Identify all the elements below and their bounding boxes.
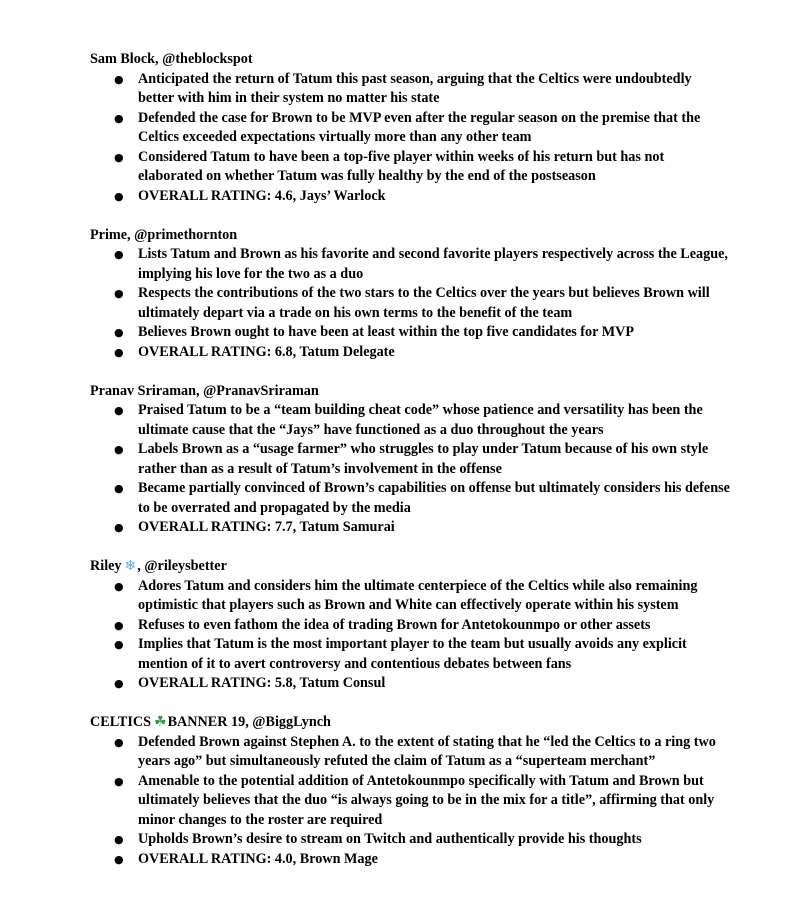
commentator-handle: BANNER 19, @BiggLynch — [167, 714, 331, 730]
bullet-text: OVERALL RATING: 6.8, Tatum Delegate — [138, 343, 395, 360]
bullet-text: OVERALL RATING: 4.6, Jays’ Warlock — [138, 187, 386, 204]
commentator-name: CELTICS — [90, 714, 151, 730]
shamrock-icon: ☘ — [154, 714, 167, 730]
bullet-text: Lists Tatum and Brown as his favorite and second favorite players respectively across the League, implying his love for the two as a duo — [138, 246, 728, 282]
commentator-header — [90, 557, 730, 577]
commentator-section — [90, 713, 730, 869]
bullet-item — [90, 284, 730, 323]
snowflake-icon: ❄ — [124, 558, 137, 574]
bullet-text: Believes Brown ought to have been at least within the top five candidates for MVP — [138, 324, 635, 340]
bullet-dot-icon: ● — [114, 833, 124, 846]
commentator-section — [90, 382, 730, 538]
commentator-name: Riley — [90, 558, 122, 574]
bullet-text: Labels Brown as a “usage farmer” who struggles to play under Tatum because of his own style rather than as a result of Tatum’s involvement in the offense — [138, 441, 709, 477]
bullet-list — [90, 733, 730, 870]
bullet-list — [90, 70, 730, 207]
bullet-dot-icon: ● — [114, 638, 124, 651]
commentator-name: Pranav Sriraman — [90, 382, 197, 399]
bullet-dot-icon: ● — [114, 150, 124, 164]
commentator-handle: , @PranavSriraman — [196, 382, 319, 399]
bullet-text: Considered Tatum to have been a top-five player within weeks of his return but has not elaborated on whether Tatum was fully healthy by the end of the postseason — [138, 148, 665, 184]
commentator-handle: , @rileysbetter — [137, 558, 227, 574]
bullet-item — [90, 674, 730, 694]
bullet-item — [90, 830, 730, 850]
bullet-text: Adores Tatum and considers him the ultimate centerpiece of the Celtics while also remaining optimistic that players such as Brown and White can effectively operate within his system — [138, 577, 698, 613]
bullet-text: OVERALL RATING: 7.7, Tatum Samurai — [138, 519, 395, 535]
bullet-item — [90, 733, 730, 772]
bullet-dot-icon: ● — [114, 618, 124, 632]
bullet-item — [90, 440, 730, 479]
bullet-item — [90, 323, 730, 343]
bullet-dot-icon: ● — [114, 111, 124, 125]
bullet-item — [90, 850, 730, 870]
commentator-handle: , @theblockspot — [155, 51, 253, 67]
bullet-item — [90, 635, 730, 674]
commentator-header — [90, 226, 730, 246]
bullet-text: Implies that Tatum is the most important player to the team but usually avoids any explicit mention of it to avert controversy and contentious debates between fans — [138, 636, 687, 672]
bullet-dot-icon: ● — [114, 852, 124, 866]
bullet-dot-icon: ● — [114, 404, 124, 417]
bullet-text: OVERALL RATING: 5.8, Tatum Consul — [138, 675, 386, 691]
bullet-text: Respects the contributions of the two stars to the Celtics over the years but believes Brown will ultimately depart via a trade on his own terms to the benefit of the team — [138, 285, 710, 321]
bullet-list — [90, 401, 730, 538]
commentator-section — [90, 226, 730, 363]
bullet-item — [90, 187, 730, 207]
bullet-dot-icon: ● — [114, 326, 124, 339]
commentator-section — [90, 50, 730, 206]
bullet-item — [90, 772, 730, 831]
commentator-name: Sam Block — [90, 51, 156, 67]
bullet-text: Praised Tatum to be a “team building cheat code” whose patience and versatility has been the ultimate cause that the “Jays” have functioned as a duo throughout the years — [138, 402, 703, 438]
bullet-dot-icon: ● — [114, 248, 124, 261]
commentator-header — [90, 713, 730, 733]
bullet-text: OVERALL RATING: 4.0, Brown Mage — [138, 850, 378, 867]
commentator-header — [90, 382, 730, 402]
bullet-item — [90, 401, 730, 440]
bullet-item — [90, 518, 730, 538]
bullet-dot-icon: ● — [114, 72, 124, 86]
bullet-list — [90, 577, 730, 694]
bullet-dot-icon: ● — [114, 443, 124, 456]
bullet-dot-icon: ● — [114, 482, 124, 495]
bullet-list — [90, 245, 730, 362]
bullet-item — [90, 343, 730, 363]
bullet-dot-icon: ● — [114, 189, 124, 203]
bullet-dot-icon: ● — [114, 521, 124, 534]
bullet-dot-icon: ● — [114, 677, 124, 690]
bullet-item — [90, 245, 730, 284]
bullet-item — [90, 148, 730, 187]
bullet-text: Anticipated the return of Tatum this past season, arguing that the Celtics were undoubtedly better with him in their system no matter his state — [138, 70, 692, 106]
bullet-text: Upholds Brown’s desire to stream on Twitch and authentically provide his thoughts — [138, 831, 642, 847]
bullet-dot-icon: ● — [114, 774, 124, 788]
bullet-dot-icon: ● — [114, 345, 124, 359]
bullet-dot-icon: ● — [114, 287, 124, 300]
commentator-name: Prime — [90, 226, 128, 243]
bullet-item — [90, 109, 730, 148]
bullet-dot-icon: ● — [114, 579, 124, 593]
bullet-item — [90, 479, 730, 518]
commentator-section — [90, 557, 730, 694]
bullet-item — [90, 577, 730, 616]
commentator-header — [90, 50, 730, 70]
document-page — [90, 50, 730, 889]
bullet-text: Refuses to even fathom the idea of trading Brown for Antetokounmpo or other assets — [138, 616, 651, 633]
bullet-item — [90, 616, 730, 636]
commentator-handle: , @primethornton — [127, 226, 238, 243]
bullet-dot-icon: ● — [114, 735, 124, 749]
bullet-text: Defended the case for Brown to be MVP even after the regular season on the premise that the Celtics exceeded expectations virtually more than any other team — [138, 109, 701, 145]
bullet-text: Became partially convinced of Brown’s capabilities on offense but ultimately considers his defense to be overrated and propagated by the media — [138, 480, 730, 516]
bullet-text: Defended Brown against Stephen A. to the extent of stating that he “led the Celtics to a ring two years ago” but simultaneously refuted the claim of Tatum as a “superteam merchant” — [138, 733, 716, 769]
bullet-item — [90, 70, 730, 109]
bullet-text: Amenable to the potential addition of Antetokounmpo specifically with Tatum and Brown but ultimately believes that the duo “is always going to be in the mix for a title”, affirming that only minor changes to the roster are required — [138, 772, 715, 828]
